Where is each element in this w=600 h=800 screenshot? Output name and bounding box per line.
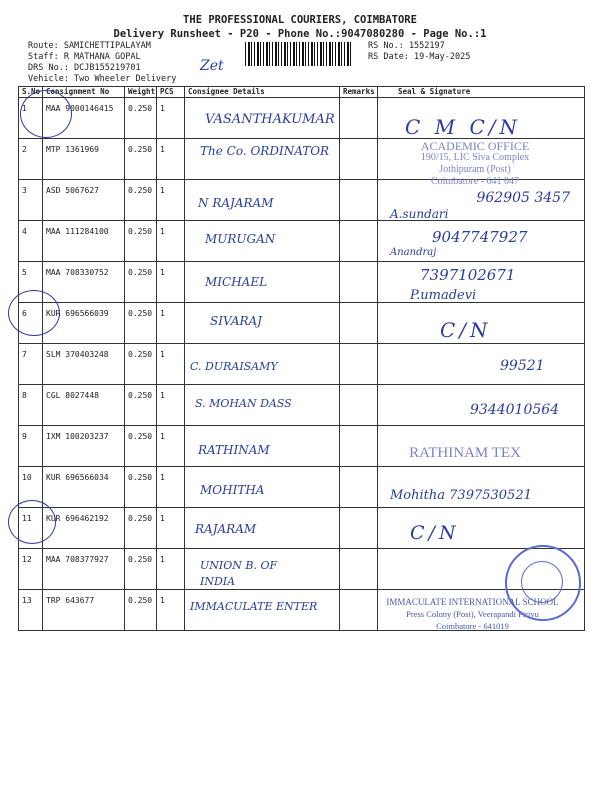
hand-r7-sig: 99521	[500, 358, 545, 374]
row-seal-signature	[378, 508, 585, 549]
row-consignment-no: KUR 696566039	[43, 303, 125, 344]
row-weight: 0.250	[125, 98, 157, 139]
row-remarks	[340, 426, 378, 467]
row-pcs: 1	[157, 98, 185, 139]
row-pcs: 1	[157, 262, 185, 303]
row-sno: 12	[19, 549, 43, 590]
stamp-academic-line1: ACADEMIC OFFICE	[420, 139, 530, 153]
round-seal	[505, 545, 581, 621]
hand-r3-sig: A.sundari	[390, 207, 449, 221]
hand-r4-phone: 9047747927	[432, 228, 528, 246]
hand-r3-name: N RAJARAM	[198, 196, 274, 210]
row-remarks	[340, 98, 378, 139]
row-pcs: 1	[157, 590, 185, 631]
row-sno: 8	[19, 385, 43, 426]
hand-r4-sig: Anandraj	[390, 247, 437, 258]
header-handwritten-note: Zet	[200, 58, 224, 74]
row-seal-signature	[378, 344, 585, 385]
row-weight: 0.250	[125, 467, 157, 508]
row-sno: 4	[19, 221, 43, 262]
staff-text: Staff: R MATHANA GOPAL	[28, 52, 141, 62]
hand-r13-name: IMMACULATE ENTER	[190, 600, 318, 613]
row-pcs: 1	[157, 467, 185, 508]
row-consignment-no: ASD 5067627	[43, 180, 125, 221]
row-consignment-no: KUR 696566034	[43, 467, 125, 508]
hand-r5-sig: P.umadevi	[410, 288, 477, 303]
col-seal: Seal & Signature	[378, 87, 585, 98]
row-consignment-no: TRP 643677	[43, 590, 125, 631]
col-consignment: Consignment No	[43, 87, 125, 98]
row-weight: 0.250	[125, 508, 157, 549]
row-remarks	[340, 385, 378, 426]
runsheet-subtitle: Delivery Runsheet - P20 - Phone No.:9047080280 - Page No.:1	[113, 28, 487, 40]
row-weight: 0.250	[125, 344, 157, 385]
vehicle-text: Vehicle: Two Wheeler Delivery	[28, 74, 177, 84]
col-weight: Weight	[125, 87, 157, 98]
hand-r2-name: The Co. ORDINATOR	[200, 144, 330, 158]
hand-r1-sig: C M C/N	[405, 115, 522, 139]
row-consignment-no: MTP 1361969	[43, 139, 125, 180]
hand-r4-name: MURUGAN	[205, 232, 276, 246]
table-header-row	[19, 87, 585, 98]
stamp-school-line2: Press Colony (Post), Veerapandi Pirivu	[406, 609, 539, 619]
drs-text: DRS No.: DCJB155219701	[28, 63, 141, 73]
row-sno: 1	[19, 98, 43, 139]
hand-r1-name: VASANTHAKUMAR	[205, 112, 335, 127]
row-consignment-no: CGL 8027448	[43, 385, 125, 426]
stamp-tex-line1: RATHINAM TEX	[409, 445, 521, 461]
row-pcs: 1	[157, 221, 185, 262]
row-remarks	[340, 303, 378, 344]
hand-r7-name: C. DURAISAMY	[190, 360, 278, 373]
row-pcs: 1	[157, 508, 185, 549]
hand-r6-name: SIVARAJ	[210, 314, 262, 328]
row-pcs: 1	[157, 303, 185, 344]
row-weight: 0.250	[125, 180, 157, 221]
hand-r3-phone: 962905 3457	[476, 190, 570, 206]
row-pcs: 1	[157, 180, 185, 221]
row-weight: 0.250	[125, 549, 157, 590]
row-remarks	[340, 180, 378, 221]
row-consignee-details	[185, 303, 340, 344]
stamp-academic-line3: Jothipuram (Post)	[439, 164, 511, 175]
hand-r10-name: MOHITHA	[200, 483, 265, 497]
table-row	[19, 508, 585, 549]
row-weight: 0.250	[125, 590, 157, 631]
row-pcs: 1	[157, 344, 185, 385]
header-left-meta	[28, 41, 176, 85]
stamp-academic-line2: 190/15, LIC Siva Complex	[420, 152, 530, 163]
hand-r6-sig: C/N	[440, 318, 492, 342]
row-sno: 10	[19, 467, 43, 508]
barcode	[245, 42, 353, 66]
row-remarks	[340, 590, 378, 631]
row-sno: 11	[19, 508, 43, 549]
hand-r11-name: RAJARAM	[195, 522, 257, 536]
hand-r10-sig: Mohitha 7397530521	[390, 488, 532, 503]
header-right-meta	[368, 41, 470, 63]
hand-r12-name: UNION B. OF INDIA	[200, 559, 278, 588]
row-remarks	[340, 262, 378, 303]
row-consignment-no: MAA 9000146415	[43, 98, 125, 139]
stamp-academic-line4: Coimbatore - 641 047	[430, 176, 520, 187]
row-remarks	[340, 508, 378, 549]
tex-stamp	[400, 445, 530, 462]
col-sno: S.No	[19, 87, 43, 98]
row-weight: 0.250	[125, 221, 157, 262]
circle-mark-row6	[8, 290, 60, 336]
row-sno: 5	[19, 262, 43, 303]
row-weight: 0.250	[125, 426, 157, 467]
row-remarks	[340, 344, 378, 385]
row-pcs: 1	[157, 549, 185, 590]
row-sno: 13	[19, 590, 43, 631]
row-remarks	[340, 549, 378, 590]
circle-mark-row1	[20, 90, 72, 138]
hand-r9-name: RATHINAM	[198, 443, 270, 457]
row-pcs: 1	[157, 385, 185, 426]
rs-date-text: RS Date: 19-May-2025	[368, 52, 471, 62]
col-remarks: Remarks	[340, 87, 378, 98]
stamp-school-line1: IMMACULATE INTERNATIONAL SCHOOL	[386, 597, 559, 607]
row-sno: 3	[19, 180, 43, 221]
hand-r8-sig: 9344010564	[470, 402, 560, 418]
row-consignment-no: MAA 708377927	[43, 549, 125, 590]
row-consignment-no: MAA 111284100	[43, 221, 125, 262]
col-consignee: Consignee Details	[185, 87, 340, 98]
row-weight: 0.250	[125, 385, 157, 426]
row-sno: 7	[19, 344, 43, 385]
row-sno: 2	[19, 139, 43, 180]
row-consignment-no: IXM 100203237	[43, 426, 125, 467]
hand-r8-name: S. MOHAN DASS	[195, 397, 292, 410]
rs-no-text: RS No.: 1552197	[368, 41, 445, 51]
table-row	[19, 303, 585, 344]
row-weight: 0.250	[125, 262, 157, 303]
circle-mark-row11	[8, 500, 56, 544]
row-consignment-no: SLM 370403248	[43, 344, 125, 385]
row-weight: 0.250	[125, 303, 157, 344]
row-pcs: 1	[157, 139, 185, 180]
row-consignment-no: MAA 708330752	[43, 262, 125, 303]
row-pcs: 1	[157, 426, 185, 467]
hand-r5-phone: 7397102671	[420, 266, 516, 284]
hand-r11-sig: C/N	[410, 522, 460, 544]
stamp-school-line3: Coimbatore - 641019	[436, 621, 509, 631]
row-weight: 0.250	[125, 139, 157, 180]
row-consignment-no: KUR 696462192	[43, 508, 125, 549]
route-text: Route: SAMICHETTIPALAYAM	[28, 41, 151, 51]
row-sno: 9	[19, 426, 43, 467]
academic-office-stamp	[380, 140, 570, 188]
hand-r5-name: MICHAEL	[205, 275, 268, 289]
row-remarks	[340, 467, 378, 508]
row-remarks	[340, 221, 378, 262]
row-sno: 6	[19, 303, 43, 344]
runsheet-title: THE PROFESSIONAL COURIERS, COIMBATORE	[183, 14, 417, 26]
col-pcs: PCS	[157, 87, 185, 98]
